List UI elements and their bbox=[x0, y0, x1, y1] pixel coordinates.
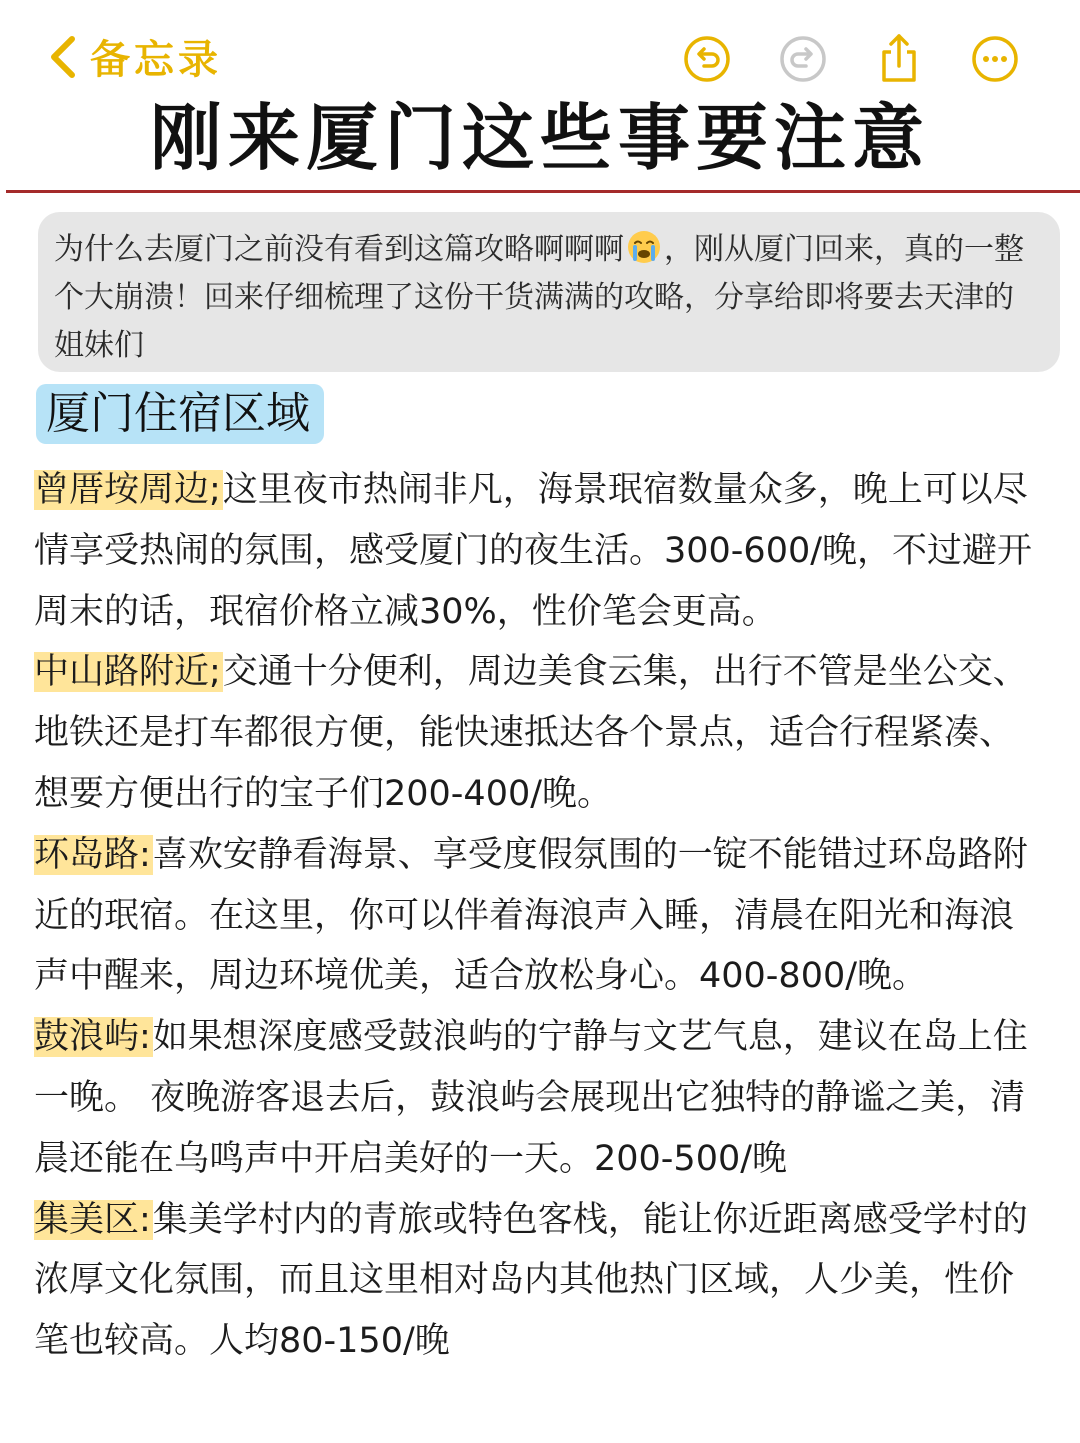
undo-icon bbox=[682, 34, 732, 84]
list-item bbox=[34, 642, 1044, 824]
share-icon bbox=[874, 34, 924, 84]
entry-label: 曾厝垵周边; bbox=[34, 470, 221, 510]
entry-text: 如果想深度感受鼓浪屿的宁静与文艺气息，建议在岛上住一晚。 夜晚游客退去后，鼓浪屿会展现出它独特的静谧之美，清晨还能在乌鸣声中开启美好的一天。200-500/晚 bbox=[34, 1017, 1028, 1179]
intro-box bbox=[38, 212, 1060, 372]
redo-icon bbox=[778, 34, 828, 84]
top-nav-bar bbox=[0, 0, 1080, 100]
note-title: 刚来厦门这些事要注意 bbox=[149, 96, 930, 180]
more-icon bbox=[970, 34, 1020, 84]
section-heading: 厦门住宿区域 bbox=[36, 384, 324, 444]
title-divider bbox=[6, 190, 1080, 193]
entry-text: 交通十分便利，周边美食云集，出行不管是坐公交、地铁还是打车都很方便，能快速抵达各个景点，适合行程紧凑、想要方便出行的宝子们200-400/晚。 bbox=[34, 652, 1028, 814]
list-item bbox=[34, 825, 1044, 1007]
entry-label: 中山路附近; bbox=[34, 652, 221, 693]
entry-text: 这里夜市热闹非凡，海景珉宿数量众多，晚上可以尽情享受热闹的氛围，感受厦门的夜生活。300-600/晚，不过避开周末的话，珉宿价格立减30%，性价笔会更高。 bbox=[34, 470, 1033, 632]
entry-text: 喜欢安静看海景、享受度假氛围的一锭不能错过环岛路附近的珉宿。在这里，你可以伴着海浪声入睡，清晨在阳光和海浪声中醒来，周边环境优美，适合放松身心。400-800/晚。 bbox=[34, 834, 1028, 997]
undo-button[interactable] bbox=[682, 34, 732, 84]
loudly-crying-face-icon bbox=[626, 229, 662, 265]
intro-text-before: 为什么去厦门之前没有看到这篇攻略啊啊啊 bbox=[54, 232, 624, 267]
back-button[interactable] bbox=[42, 28, 222, 85]
redo-button[interactable] bbox=[778, 34, 828, 84]
list-item bbox=[34, 1007, 1044, 1189]
share-button[interactable] bbox=[874, 34, 924, 84]
intro-text-after: ，刚从厦门回来，真的一整个大崩溃！回来仔细梳理了这份干货满满的攻略，分享给即将要去天津的姐妹们 bbox=[54, 232, 1024, 363]
list-item bbox=[34, 1190, 1044, 1372]
chevron-left-icon bbox=[42, 31, 86, 83]
list-item bbox=[34, 460, 1044, 642]
entry-label: 环岛路: bbox=[34, 834, 151, 875]
entry-text: 集美学村内的青旅或特色客栈，能让你近距离感受学村的浓厚文化氛围，而且这里相对岛内其他热门区域，人少美，性价笔也较高。人均80-150/晚 bbox=[34, 1199, 1028, 1362]
more-button[interactable] bbox=[970, 34, 1020, 84]
entry-label: 集美区: bbox=[34, 1199, 151, 1240]
entry-label: 鼓浪屿: bbox=[34, 1017, 151, 1058]
note-body bbox=[34, 460, 1044, 1372]
back-label: 备忘录 bbox=[90, 37, 222, 83]
